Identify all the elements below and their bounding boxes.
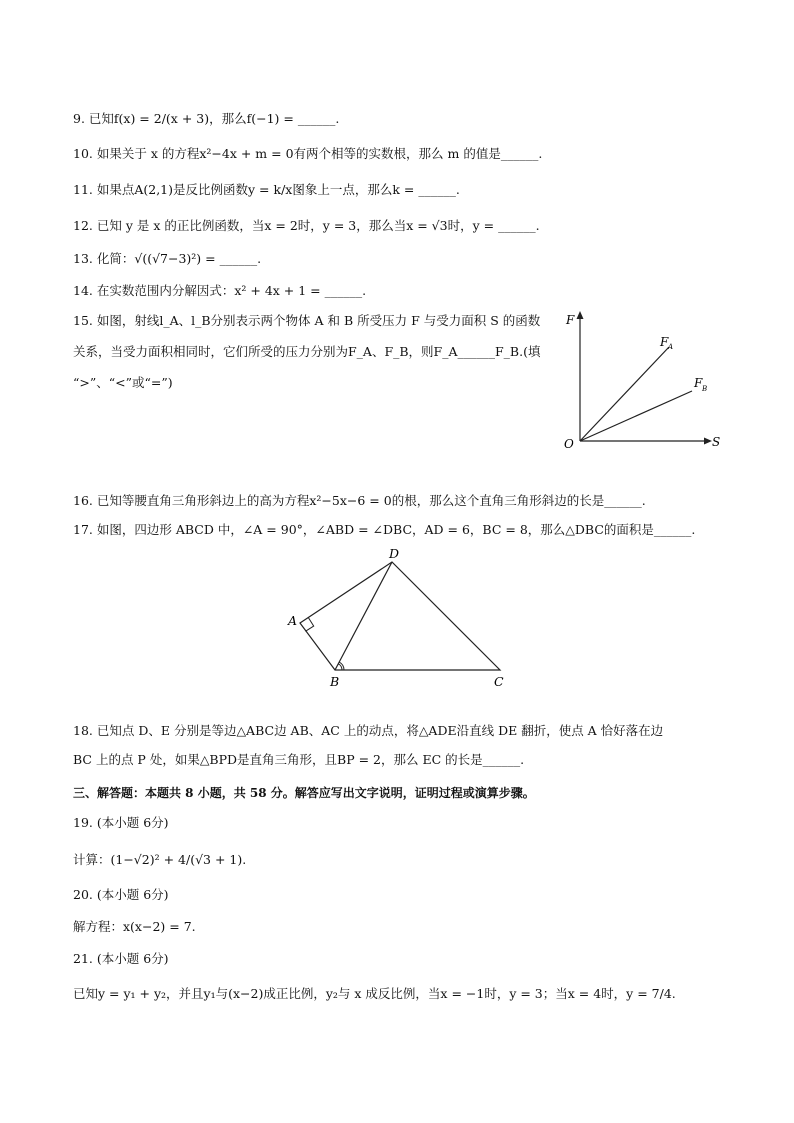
question-18-line-1: 18. 已知点 D、E 分别是等边△ABC边 AB、AC 上的动点，将△ADE沿直线 DE 翻折，使点 A 恰好落在边 <box>73 723 664 738</box>
point-d-label: D <box>389 546 400 561</box>
ray-a-subscript: A <box>668 343 674 351</box>
question-11: 11. 如果点A(2,1)是反比例函数y = k/x图象上一点，那么k = ______. <box>73 182 460 197</box>
question-13: 13. 化简：√((√7−3)²) = ______. <box>73 251 262 266</box>
question-19-body: 计算：(1−√2)² + 4/(√3 + 1). <box>73 852 247 867</box>
question-20-heading: 20. (本小题 6分) <box>73 887 169 902</box>
question-9: 9. 已知f(x) = 2/(x + 3)，那么f(−1) = ______. <box>73 111 340 126</box>
point-a-label: A <box>288 613 298 628</box>
question-21-heading: 21. (本小题 6分) <box>73 951 169 966</box>
point-c-label: C <box>494 674 504 689</box>
question-12: 12. 已知 y 是 x 的正比例函数，当x = 2时，y = 3，那么当x = √3时，y = ______. <box>73 218 540 233</box>
ray-b-label: F <box>694 376 703 390</box>
axis-s-label: S <box>712 435 721 449</box>
question-15-line-3: “>”、“<”或“=”) <box>73 375 173 390</box>
question-15-line-1: 15. 如图，射线l_A、l_B分别表示两个物体 A 和 B 所受压力 F 与受力面积 S 的函数 <box>73 313 541 328</box>
question-10: 10. 如果关于 x 的方程x²−4x + m = 0有两个相等的实数根，那么 m 的值是______. <box>73 146 543 161</box>
section-3-heading: 三、解答题：本题共 8 小题，共 58 分。解答应写出文字说明，证明过程或演算步骤。 <box>73 786 535 800</box>
question-16: 16. 已知等腰直角三角形斜边上的高为方程x²−5x−6 = 0的根，那么这个直角三角形斜边的长是______. <box>73 493 646 508</box>
force-area-figure <box>555 305 730 455</box>
ray-a-label: F <box>660 335 669 349</box>
point-b-label: B <box>330 674 340 689</box>
ray-b-subscript: B <box>702 385 708 393</box>
question-17: 17. 如图，四边形 ABCD 中，∠A = 90°，∠ABD = ∠DBC，AD = 6，BC = 8，那么△DBC的面积是______. <box>73 522 696 537</box>
question-19-heading: 19. (本小题 6分) <box>73 815 169 830</box>
quadrilateral-abcd-figure <box>280 540 520 695</box>
question-20-body: 解方程：x(x−2) = 7. <box>73 919 196 934</box>
question-15-line-2: 关系，当受力面积相同时，它们所受的压力分别为F_A、F_B，则F_A______F_B.(填 <box>73 344 541 359</box>
question-21-body: 已知y = y₁ + y₂，并且y₁与(x−2)成正比例，y₂与 x 成反比例，当x = −1时，y = 3；当x = 4时，y = 7/4. <box>73 986 676 1001</box>
question-14: 14. 在实数范围内分解因式：x² + 4x + 1 = ______. <box>73 283 367 298</box>
origin-label: O <box>564 437 574 451</box>
axis-f-label: F <box>566 313 575 327</box>
question-18-line-2: BC 上的点 P 处，如果△BPD是直角三角形，且BP = 2，那么 EC 的长是______. <box>73 752 525 767</box>
